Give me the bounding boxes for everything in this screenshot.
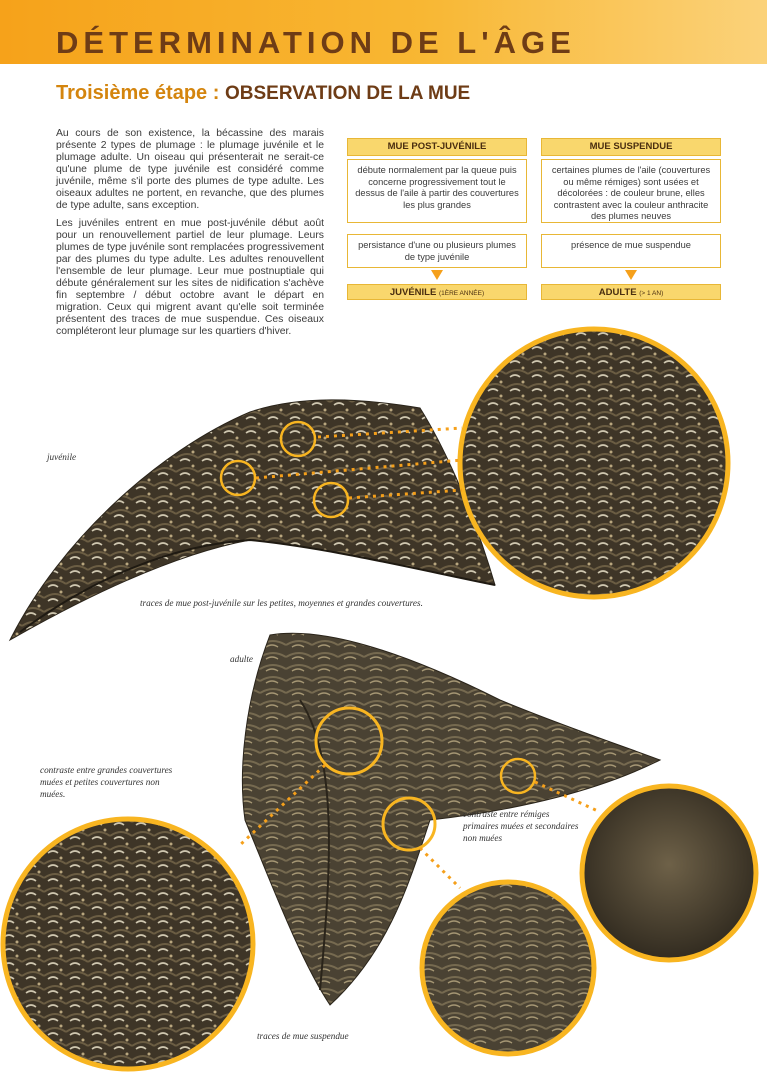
juvenile-zoom-circle [460, 329, 728, 597]
result-detail: (> 1 AN) [639, 290, 664, 297]
column-description: débute normalement par la queue puis concerne progressivement tout le dessus de l'aile à partir des couvertures les plus grandes [347, 159, 527, 223]
intro-paragraph-1: Au cours de son existence, la bécassine des marais présente 2 types de plumage : le plumage juvénile et le plumage adulte. Un oiseau qui présenterait ne serait-ce qu'une plume de type juvénile est considéré comme juvénile, même s'il porte des plumes de type adulte. Les oiseaux adultes ne portent, en revanche, que des plumes de type adulte, sans exception. [56, 128, 324, 211]
step-title: OBSERVATION DE LA MUE [224, 83, 471, 104]
column-heading: MUE SUSPENDUE [541, 138, 721, 156]
column-sign: persistance d'une ou plusieurs plumes de type juvénile [347, 234, 527, 268]
result-label: ADULTE [598, 287, 637, 298]
adult-label: adulte [230, 654, 253, 664]
suspended-traces-caption: traces de mue suspendue [257, 1031, 349, 1041]
step-label: Troisième étape : [56, 82, 220, 104]
suspended-zoom-circle [422, 882, 594, 1054]
column-heading: MUE POST-JUVÉNILE [347, 138, 527, 156]
remiges-contrast-caption: contraste entre rémiges primaires muées et secondaires non muées [463, 809, 579, 843]
juvenile-label: juvénile [47, 452, 77, 462]
remiges-zoom-circle [582, 786, 756, 960]
juvenile-traces-caption: traces de mue post-juvénile sur les petites, moyennes et grandes couvertures. [140, 598, 423, 608]
coverts-zoom-circle [3, 819, 253, 1069]
column-description: certaines plumes de l'aile (couvertures ou même rémiges) sont usées et décolorées : de couleur brune, elles contrastent avec la couleur anthracite des plumes neuves [541, 159, 721, 223]
result-detail: (1ÈRE ANNÉE) [438, 290, 485, 297]
intro-paragraph-2: Les juvéniles entrent en mue post-juvénile début août pour un renouvellement partiel de leur plumage. Leurs plumes de type juvénile sont remplacées progressivement par des plumes du type adulte. Les adultes renouvellent l'ensemble de leur plumage. Leur mue postnuptiale qui débute généralement sur les sites de nidification s'achève fin septembre / début octobre avant le départ en migration. Ceux qui migrent avant qu'elle soit terminée présentent des traces de mue suspendue. Ces oiseaux compléteront leur plumage sur les quartiers d'hiver. [56, 218, 324, 337]
result-label: JUVÉNILE [389, 287, 437, 298]
coverts-contrast-caption: contraste entre grandes couvertures muées et petites couvertures non muées. [40, 765, 173, 799]
column-sign: présence de mue suspendue [541, 234, 721, 268]
page-title: DÉTERMINATION DE L'ÂGE [56, 25, 576, 60]
